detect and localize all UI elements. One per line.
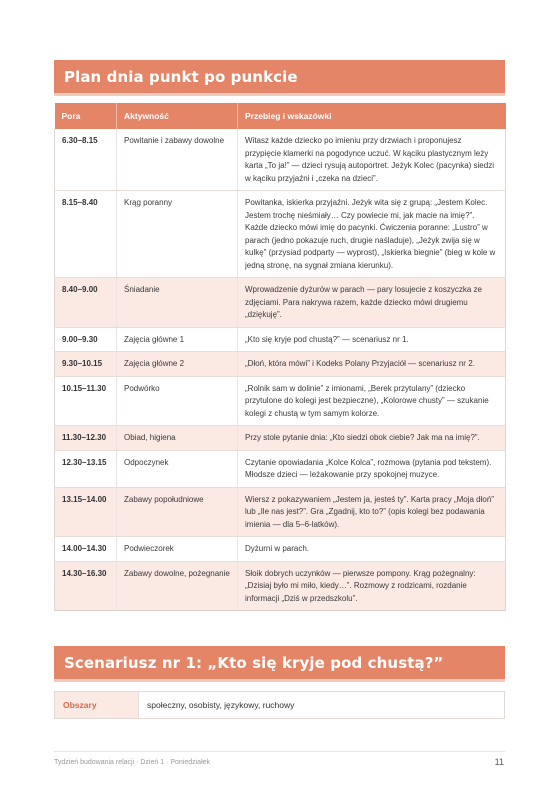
footer-text: Tydzień budowania relacji · Dzień 1 · Poniedziałek	[54, 759, 211, 766]
page-number: 11	[494, 757, 504, 767]
column-header-activity: Aktywność	[117, 103, 238, 129]
areas-label: Obszary	[55, 692, 139, 718]
cell-activity: Krąg poranny	[117, 191, 238, 278]
table-row	[55, 327, 506, 352]
cell-activity: Śniadanie	[117, 278, 238, 328]
cell-details: Witasz każde dziecko po imieniu przy drzwiach i proponujesz przypięcie klamerki na pogodynce uczuć. W kąciku plastycznym leży karta „To ja!” — dzieci rysują autoportret. Jeżyk Kolec (pacynka) siedzi w kąciku przyjaźni i „czeka na dzieci”.	[238, 129, 506, 191]
cell-details: Słoik dobrych uczynków — pierwsze pompony. Krąg pożegnalny: „Dzisiaj było mi miło, kiedy…”. Rozmowy z rodzicami, rozdanie informacji „Dziś w przedszkolu”.	[238, 561, 506, 611]
cell-details: Przy stole pytanie dnia: „Kto siedzi obok ciebie? Jak ma na imię?”.	[238, 426, 506, 451]
table-row	[55, 450, 506, 487]
cell-time: 6.30–8.15	[55, 129, 117, 191]
cell-details: Powitanka, iskierka przyjaźni. Jeżyk wita się z grupą: „Jestem Kolec. Jestem trochę nieśmiały… Czy powiecie mi, jak macie na imię?”. Każde dziecko mówi imię do pacynki. Ćwiczenia poranne: „Lustro” w parach (jedno pokazuje ruch, drugie naśladuje), „Jeżyk zwija się w kulkę” (przysiad podparty — wyprost), „Iskierka biegnie” (bieg w kole w jedną stronę, na sygnał zmiana kierunku).	[238, 191, 506, 278]
cell-time: 8.15–8.40	[55, 191, 117, 278]
table-row	[55, 426, 506, 451]
cell-details: „Dłoń, która mówi” i Kodeks Polany Przyjaciół — scenariusz nr 2.	[238, 352, 506, 377]
cell-time: 14.00–14.30	[55, 537, 117, 562]
cell-time: 11.30–12.30	[55, 426, 117, 451]
section-title-scenario	[54, 646, 505, 679]
table-row	[55, 376, 506, 426]
cell-time: 8.40–9.00	[55, 278, 117, 328]
section-title-plan	[54, 60, 505, 93]
cell-activity: Zabawy dowolne, pożegnanie	[117, 561, 238, 611]
table-row	[55, 537, 506, 562]
cell-activity: Zabawy popołudniowe	[117, 487, 238, 537]
cell-details: „Kto się kryje pod chustą?” — scenariusz nr 1.	[238, 327, 506, 352]
cell-details: Wprowadzenie dyżurów w parach — pary losujecie z koszyczka ze zdjęciami. Para nakrywa razem, każde dziecko mówi drugiemu „dziękuję”.	[238, 278, 506, 328]
cell-time: 9.00–9.30	[55, 327, 117, 352]
cell-details: Czytanie opowiadania „Kolce Kolca”, rozmowa (pytania pod tekstem). Młodsze dzieci — leżakowanie przy spokojnej muzyce.	[238, 450, 506, 487]
table-row	[55, 278, 506, 328]
table-row	[55, 487, 506, 537]
cell-activity: Podwieczorek	[117, 537, 238, 562]
table-header-row	[55, 103, 506, 129]
table-row	[55, 129, 506, 191]
cell-activity: Zajęcia główne 1	[117, 327, 238, 352]
section-title-text: Plan dnia punkt po punkcie	[64, 67, 298, 86]
cell-time: 9.30–10.15	[55, 352, 117, 377]
areas-value: społeczny, osobisty, językowy, ruchowy	[147, 700, 295, 710]
cell-time: 14.30–16.30	[55, 561, 117, 611]
cell-activity: Obiad, higiena	[117, 426, 238, 451]
cell-details: Dyżurni w parach.	[238, 537, 506, 562]
cell-activity: Powitanie i zabawy dowolne	[117, 129, 238, 191]
table-row	[55, 352, 506, 377]
cell-time: 13.15–14.00	[55, 487, 117, 537]
areas-row	[54, 691, 505, 719]
section-title-text: Scenariusz nr 1: „Kto się kryje pod chustą?”	[64, 653, 444, 672]
cell-details: Wiersz z pokazywaniem „Jestem ja, jesteś ty”. Karta pracy „Moja dłoń” lub „Ile nas jest?”. Gra „Zgadnij, kto to?” (opis kolegi bez podawania imienia — dla 5–6-latków).	[238, 487, 506, 537]
table-row	[55, 191, 506, 278]
cell-activity: Podwórko	[117, 376, 238, 426]
table-row	[55, 561, 506, 611]
cell-time: 12.30–13.15	[55, 450, 117, 487]
column-header-details: Przebieg i wskazówki	[238, 103, 506, 129]
cell-activity: Odpoczynek	[117, 450, 238, 487]
footer-divider	[54, 751, 505, 752]
cell-activity: Zajęcia główne 2	[117, 352, 238, 377]
schedule-table	[54, 103, 506, 611]
column-header-time: Pora	[55, 103, 117, 129]
cell-details: „Rolnik sam w dolinie” z imionami, „Berek przytulany” (dziecko przytulone do kolegi jest bezpieczne), „Kolorowe chusty” — szukanie kolegi z chustą w tym samym kolorze.	[238, 376, 506, 426]
cell-time: 10.15–11.30	[55, 376, 117, 426]
